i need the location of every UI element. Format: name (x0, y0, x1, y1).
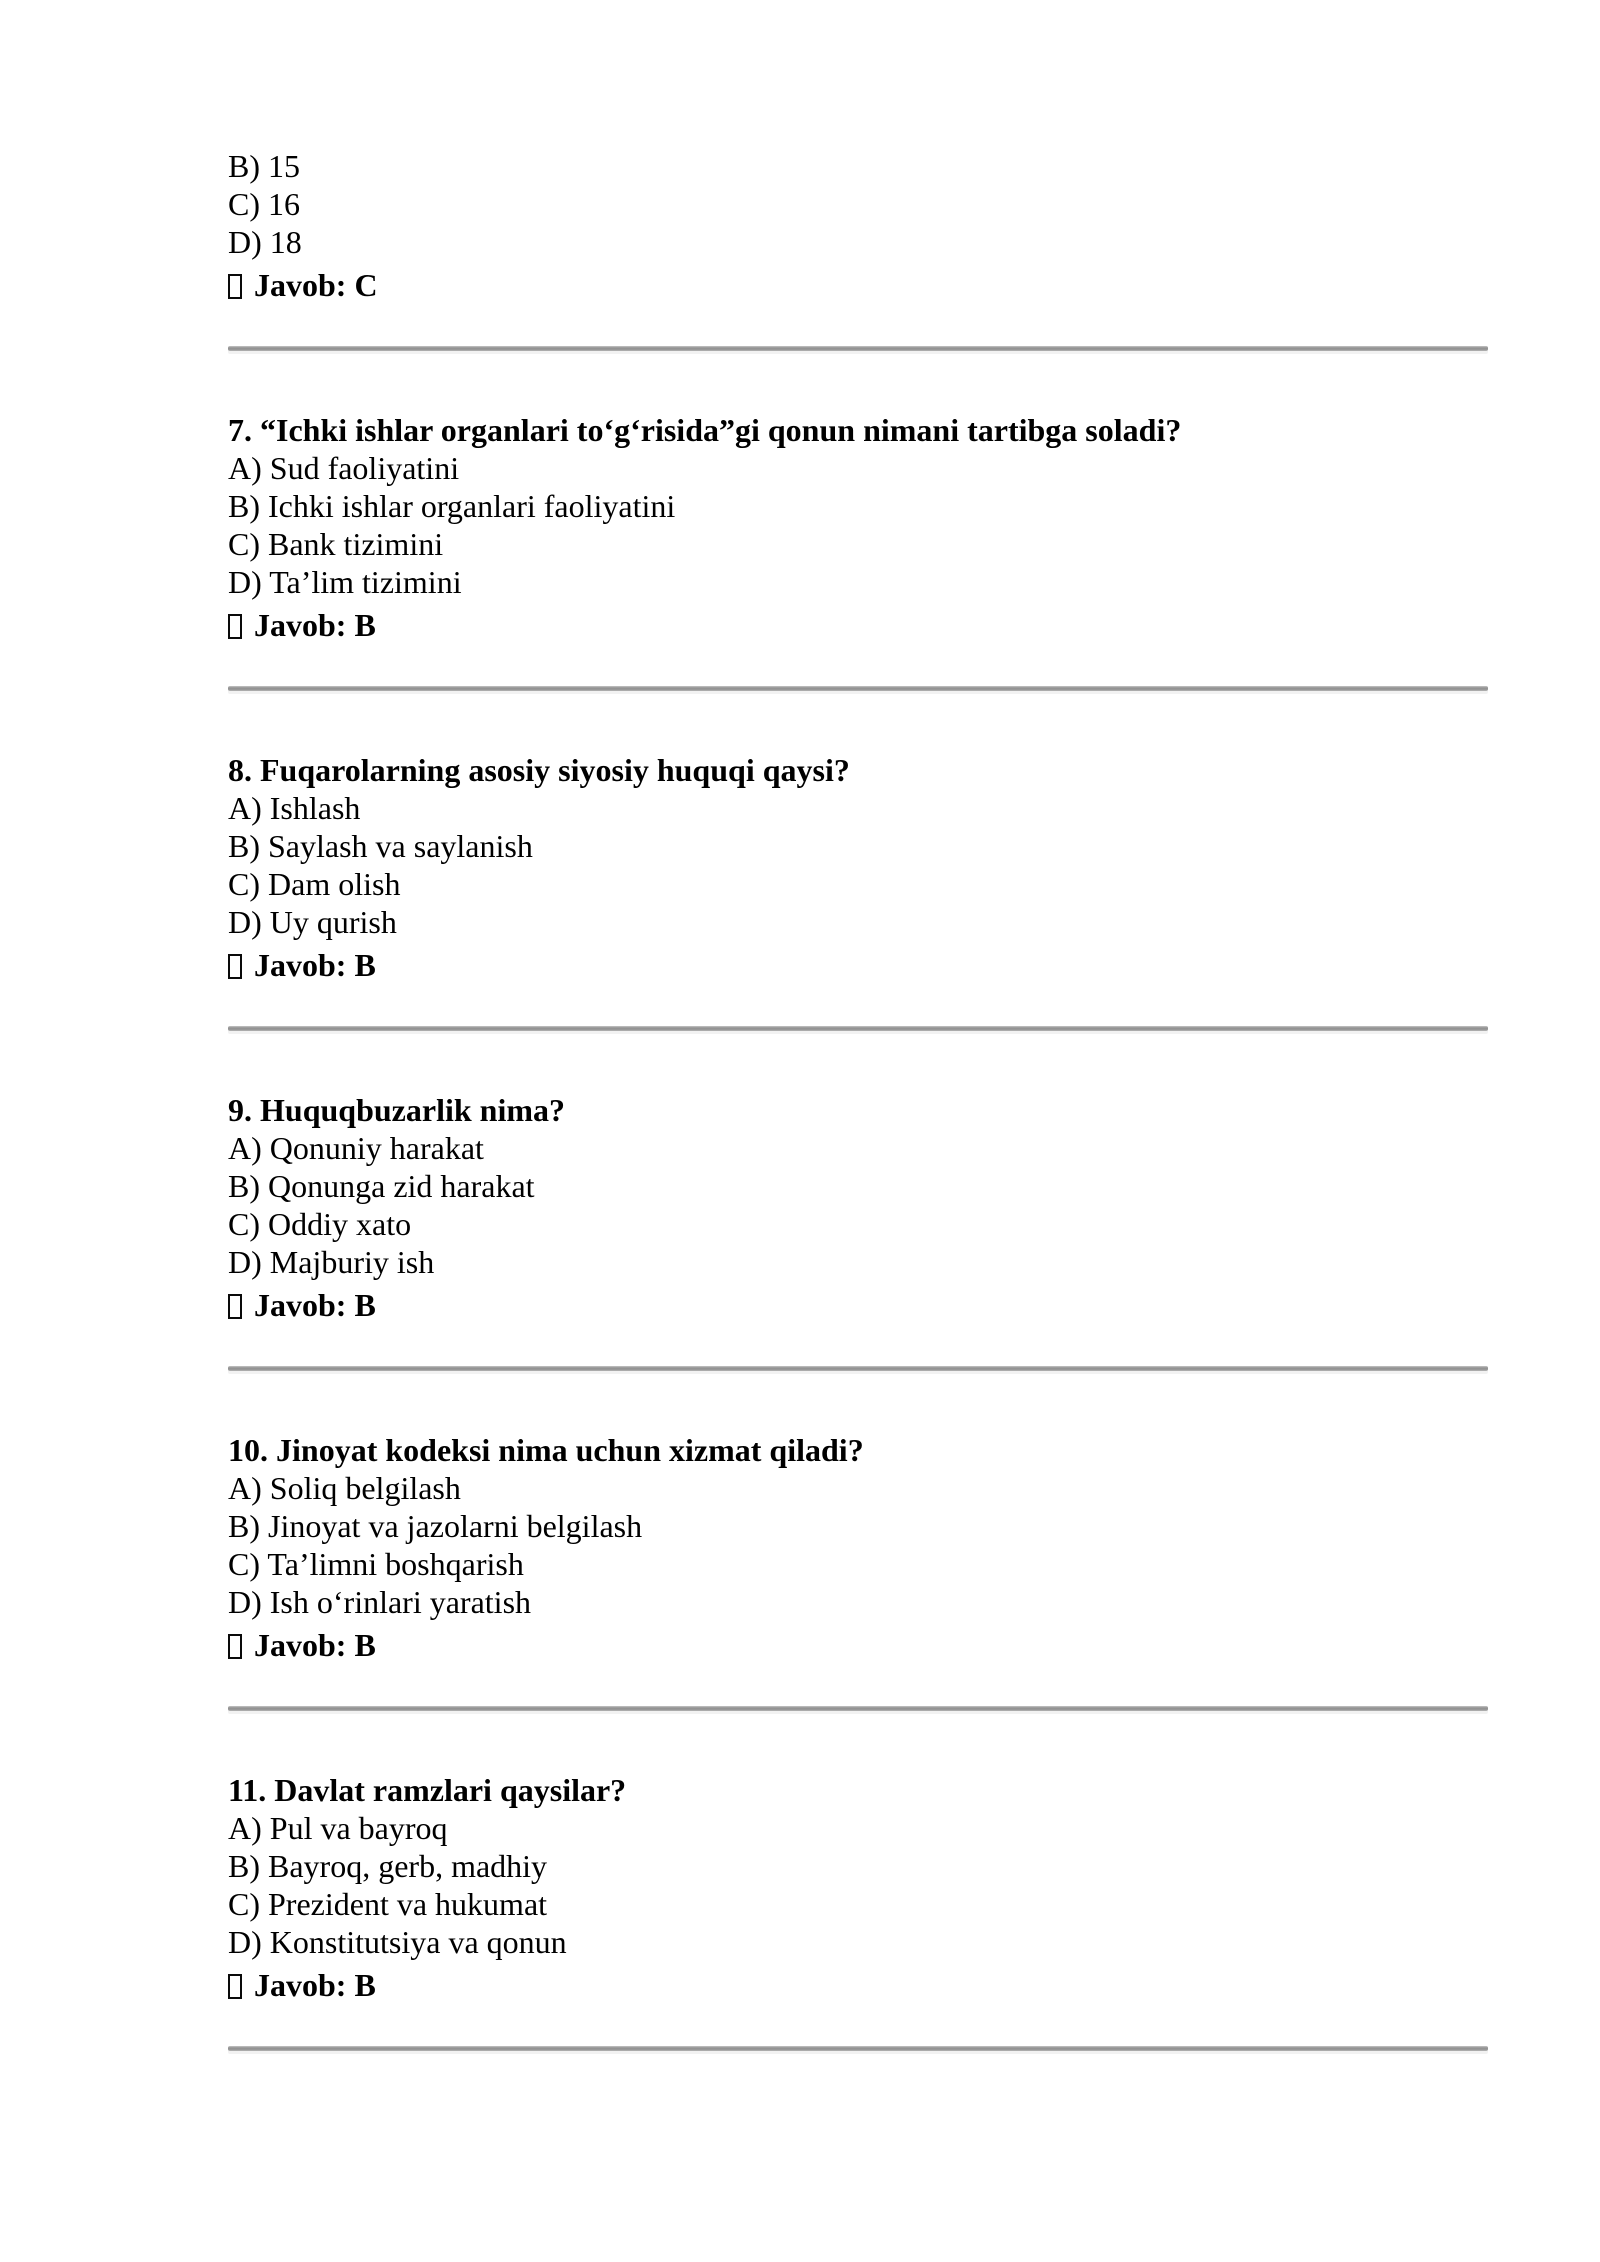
question-block-11 (228, 1771, 1488, 2004)
question-title: 9. Huquqbuzarlik nima? (228, 1092, 565, 1128)
option-line: C) Dam olish (228, 866, 401, 902)
option-line: D) Konstitutsiya va qonun (228, 1924, 567, 1960)
answer-text: Javob: B (254, 947, 376, 983)
question-title: 10. Jinoyat kodeksi nima uchun xizmat qiladi? (228, 1432, 864, 1468)
section-divider (228, 1026, 1488, 1031)
option-line: C) Prezident va hukumat (228, 1886, 548, 1922)
option-line: C) 16 (228, 186, 300, 222)
section-divider (228, 346, 1488, 351)
answer-text: Javob: B (254, 1627, 376, 1663)
option-line: D) Majburiy ish (228, 1244, 435, 1280)
answer-text: Javob: B (254, 1287, 376, 1323)
section-divider (228, 1366, 1488, 1371)
option-line: B) Qonunga zid harakat (228, 1168, 535, 1204)
question-block-10 (228, 1431, 1488, 1664)
question-block-9 (228, 1091, 1488, 1324)
answer-line (228, 1626, 1488, 1664)
option-line: A) Ishlash (228, 790, 361, 826)
option-line: B) 15 (228, 148, 300, 184)
missing-glyph-box-icon (228, 954, 242, 979)
option-line: A) Qonuniy harakat (228, 1130, 484, 1166)
option-line: A) Pul va bayroq (228, 1810, 448, 1846)
answer-line (228, 1966, 1488, 2004)
question-title: 8. Fuqarolarning asosiy siyosiy huquqi qaysi? (228, 752, 850, 788)
answer-line (228, 606, 1488, 644)
answer-line (228, 266, 1488, 304)
option-line: B) Saylash va saylanish (228, 828, 533, 864)
question-title: 7. “Ichki ishlar organlari to‘g‘risida”gi qonun nimani tartibga soladi? (228, 412, 1182, 448)
answer-text: Javob: B (254, 1967, 376, 2003)
section-divider (228, 686, 1488, 691)
question-fragment-block (228, 147, 1488, 304)
answer-line (228, 946, 1488, 984)
missing-glyph-box-icon (228, 274, 242, 299)
question-block-8 (228, 751, 1488, 984)
answer-line (228, 1286, 1488, 1324)
option-line: D) 18 (228, 224, 302, 260)
option-line: B) Jinoyat va jazolarni belgilash (228, 1508, 643, 1544)
option-line: D) Ta’lim tizimini (228, 564, 462, 600)
missing-glyph-box-icon (228, 1634, 242, 1659)
option-line: B) Ichki ishlar organlari faoliyatini (228, 488, 676, 524)
option-line: C) Oddiy xato (228, 1206, 412, 1242)
option-line: D) Ish o‘rinlari yaratish (228, 1584, 532, 1620)
missing-glyph-box-icon (228, 1294, 242, 1319)
missing-glyph-box-icon (228, 614, 242, 639)
answer-text: Javob: C (254, 267, 378, 303)
question-block-7 (228, 411, 1488, 644)
question-title: 11. Davlat ramzlari qaysilar? (228, 1772, 627, 1808)
option-line: A) Sud faoliyatini (228, 450, 460, 486)
option-line: C) Ta’limni boshqarish (228, 1546, 524, 1582)
answer-text: Javob: B (254, 607, 376, 643)
option-line: D) Uy qurish (228, 904, 397, 940)
section-divider (228, 1706, 1488, 1711)
option-line: C) Bank tizimini (228, 526, 444, 562)
option-line: B) Bayroq, gerb, madhiy (228, 1848, 548, 1884)
option-line: A) Soliq belgilash (228, 1470, 461, 1506)
missing-glyph-box-icon (228, 1974, 242, 1999)
section-divider (228, 2046, 1488, 2051)
